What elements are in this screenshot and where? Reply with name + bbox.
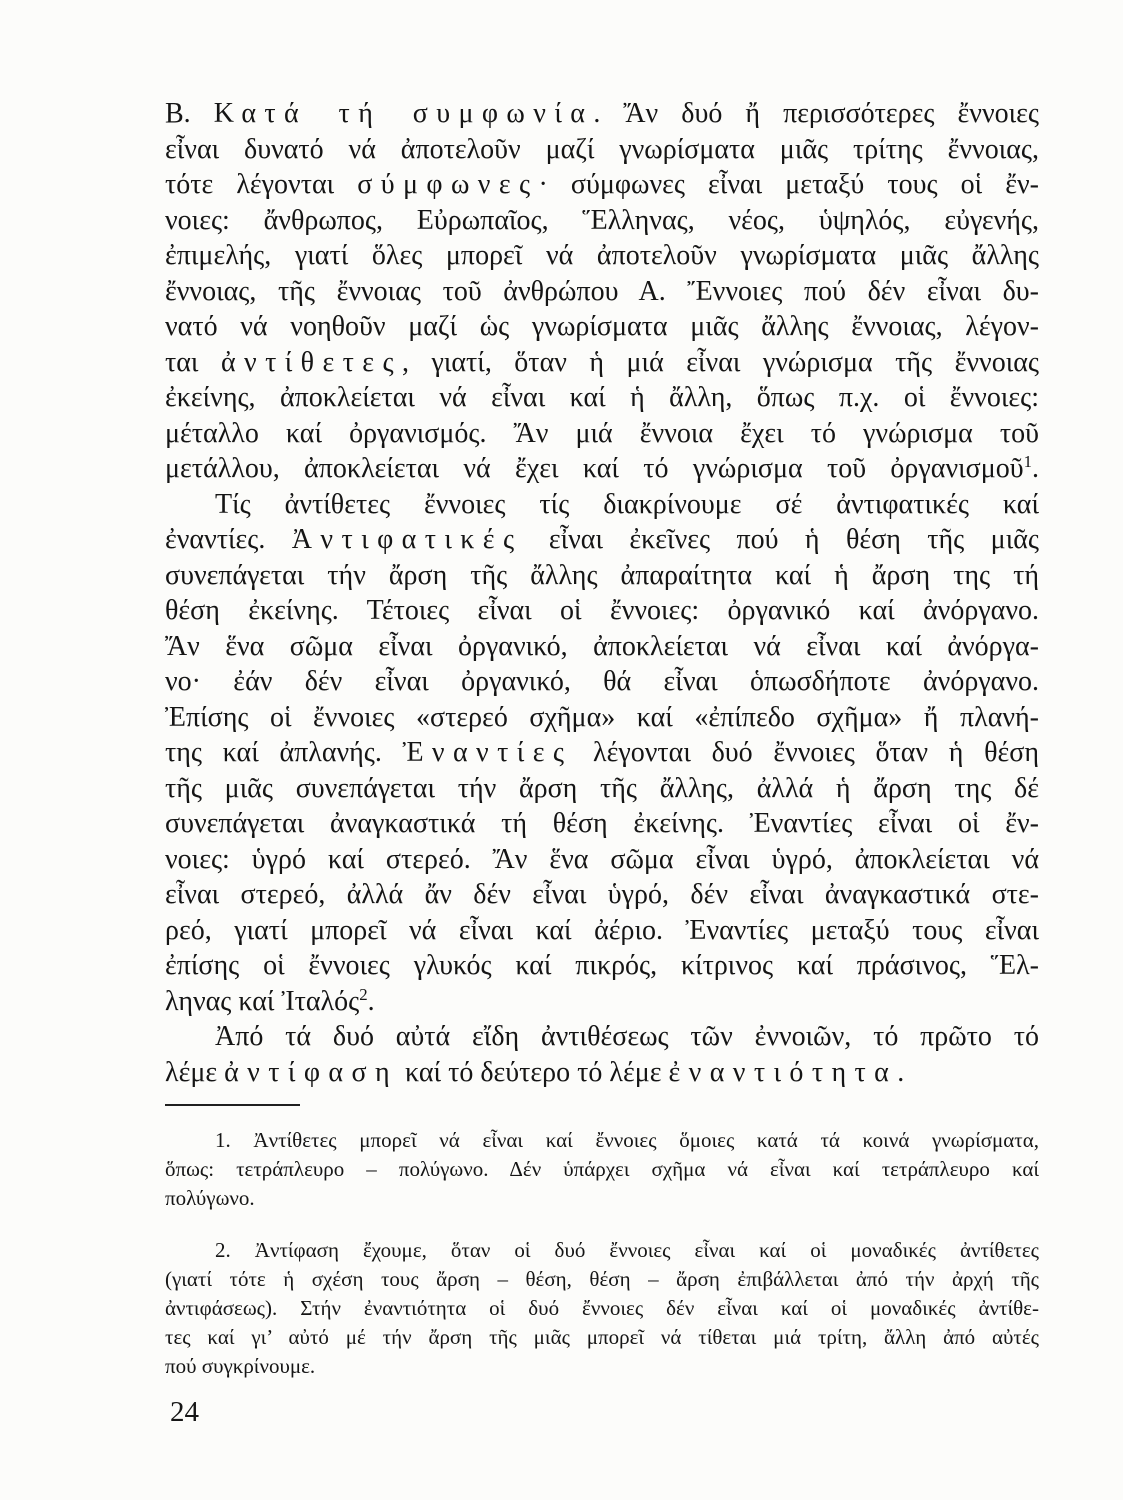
body-line: [165, 1055, 1039, 1091]
text-segment: .: [897, 1056, 905, 1088]
body-line: νο· ἐάν δέν εἶναι ὀργανικό, θά εἶναι ὁπωσδήποτε ἀνόργανο.: [165, 666, 1039, 697]
main-text: [165, 96, 1039, 1090]
body-line: μέταλλο καί ὀργανισμός. Ἄν μιά ἔννοια ἔχει τό γνώρισμα τοῦ: [165, 417, 1039, 449]
body-line: [165, 735, 1039, 771]
text-segment: τότε λέγονται: [165, 169, 358, 200]
body-line: ρεό, γιατί μπορεῖ νά εἶναι καί ἀέριο. Ἐναντίες μεταξύ τους εἶναι: [165, 914, 1039, 946]
body-line: [165, 345, 1039, 381]
footnote-line: ἀντιφάσεως). Στήν ἐναντιότητα οἱ δυό ἔννοιες δέν εἶναι καί οἱ μοναδικές ἀντίθε-: [165, 1296, 1039, 1320]
spaced-emphasis: σύμφωνες: [357, 169, 539, 200]
body-line: [165, 984, 1039, 1020]
body-line: τῆς μιᾶς συνεπάγεται τήν ἄρση τῆς ἄλλης, ἀλλά ἡ ἄρση της δέ: [165, 772, 1039, 804]
footnote-line: (γιατί τότε ἡ σχέση τους ἄρση – θέση, θέση – ἄρση ἐπιβάλλεται ἀπό τήν ἀρχή τῆς: [165, 1267, 1039, 1291]
body-line: [165, 522, 1039, 558]
spaced-emphasis: Ἐναντίες: [402, 737, 573, 768]
footnote-line: 1. Ἀντίθετες μπορεῖ νά εἶναι καί ἔννοιες ὅμοιες κατά τά κοινά γνωρίσματα,: [215, 1128, 1039, 1152]
text-segment: λέμε: [165, 1056, 225, 1088]
body-line: νατό νά νοηθοῦν μαζί ὡς γνωρίσματα μιᾶς ἄλλης ἔννοιας, λέγον-: [165, 311, 1039, 342]
footnote-line: τες καί γι’ αὐτό μέ τήν ἄρση τῆς μιᾶς μπορεῖ νά τίθεται μιά τρίτη, ἄλλη ἀπό αὐτές: [165, 1325, 1039, 1349]
text-segment: εἶναι ἐκεῖνες πού ἡ θέση τῆς μιᾶς: [522, 524, 1039, 555]
footnote-line: πού συγκρίνουμε.: [165, 1354, 316, 1378]
footnote-line: 2. Ἀντίφαση ἔχουμε, ὅταν οἱ δυό ἔννοιες εἶναι καί οἱ μοναδικές ἀντίθετες: [215, 1238, 1039, 1262]
body-line: νοιες: ὑγρό καί στερεό. Ἄν ἕνα σῶμα εἶναι ὑγρό, ἀποκλείεται νά: [165, 843, 1039, 875]
text-segment: · σύμφωνες εἶναι μεταξύ τους οἱ ἔν-: [538, 169, 1039, 200]
footnote-separator: [165, 1104, 300, 1106]
body-line: ἐκείνης, ἀποκλείεται νά εἶναι καί ἡ ἄλλη, ὅπως π.χ. οἱ ἔννοιες:: [165, 382, 1039, 413]
body-line: [165, 96, 1039, 132]
text-segment: καί τό δεύτερο τό λέμε: [398, 1056, 669, 1088]
body-line: νοιες: ἄνθρωπος, Εὐρωπαῖος, Ἕλληνας, νέος, ὑψηλός, εὐγενής,: [165, 204, 1039, 236]
footnote-ref: 1: [1023, 451, 1032, 471]
body-line: Ἄν ἕνα σῶμα εἶναι ὀργανικό, ἀποκλείεται νά εἶναι καί ἀνόργα-: [165, 630, 1039, 662]
body-line: εἶναι δυνατό νά ἀποτελοῦν μαζί γνωρίσματα μιᾶς τρίτης ἔννοιας,: [165, 133, 1039, 165]
text-segment: Β.: [165, 98, 214, 129]
body-line: [165, 167, 1039, 203]
footnote-2: [165, 1236, 1039, 1381]
spaced-emphasis: ἀντίθετες: [220, 346, 402, 378]
spaced-emphasis: Ἀντιφατικές: [291, 524, 523, 555]
spaced-emphasis: Κατά τή συμφωνία: [213, 98, 594, 129]
body-line: ἐπιμελής, γιατί ὅλες μπορεῖ νά ἀποτελοῦν γνωρίσματα μιᾶς ἄλλης: [165, 240, 1039, 271]
text-segment: , γιατί, ὅταν ἡ μιά εἶναι γνώρισμα τῆς ἔννοιας: [401, 346, 1039, 378]
body-line: εἶναι στερεό, ἀλλά ἄν δέν εἶναι ὑγρό, δέν εἶναι ἀναγκαστικά στε-: [165, 879, 1039, 910]
body-line: Ἀπό τά δυό αὐτά εἴδη ἀντιθέσεως τῶν ἐννοιῶν, τό πρῶτο τό: [215, 1021, 1039, 1052]
text-segment: .: [367, 985, 375, 1017]
footnote-line: ὅπως: τετράπλευρο – πολύγωνο. Δέν ὑπάρχει σχῆμα νά εἶναι καί τετράπλευρο καί: [165, 1157, 1039, 1181]
text-segment: μετάλλου, ἀποκλείεται νά ἔχει καί τό γνώρισμα τοῦ ὀργανισμοῦ: [165, 453, 1024, 484]
text-segment: . Ἄν δυό ἤ περισσότερες ἔννοιες: [593, 98, 1039, 129]
text-segment: λέγονται δυό ἔννοιες ὅταν ἡ θέση: [572, 737, 1039, 768]
text-segment: ται: [165, 346, 221, 378]
body-line: [165, 451, 1039, 487]
footnote-ref: 2: [359, 984, 368, 1004]
footnote-line: πολύγωνο.: [165, 1186, 255, 1210]
text-segment: της καί ἀπλανής.: [165, 737, 403, 768]
body-line: ἐπίσης οἱ ἔννοιες γλυκός καί πικρός, κίτρινος καί πράσινος, Ἕλ-: [165, 950, 1039, 981]
spaced-emphasis: ἐναντιότητα: [668, 1056, 898, 1088]
spaced-emphasis: ἀντίφαση: [224, 1056, 398, 1088]
page-number: 24: [170, 1396, 199, 1428]
text-segment: ἐναντίες.: [165, 524, 292, 555]
body-line: ἔννοιας, τῆς ἔννοιας τοῦ ἀνθρώπου Α. Ἔννοιες πού δέν εἶναι δυ-: [165, 275, 1039, 307]
body-line: συνεπάγεται τήν ἄρση τῆς ἄλλης ἀπαραίτητα καί ἡ ἄρση της τή: [165, 559, 1039, 591]
body-line: συνεπάγεται ἀναγκαστικά τή θέση ἐκείνης. Ἐναντίες εἶναι οἱ ἔν-: [165, 808, 1039, 839]
body-line: Ἐπίσης οἱ ἔννοιες «στερεό σχῆμα» καί «ἐπίπεδο σχῆμα» ἤ πλανή-: [165, 701, 1039, 733]
text-segment: ληνας καί Ἰταλός: [165, 985, 360, 1017]
footnote-1: [165, 1126, 1039, 1213]
body-line: θέση ἐκείνης. Τέτοιες εἶναι οἱ ἔννοιες: ὀργανικό καί ἀνόργανο.: [165, 595, 1039, 626]
text-segment: .: [1032, 453, 1039, 484]
body-line: Τίς ἀντίθετες ἔννοιες τίς διακρίνουμε σέ ἀντιφατικές καί: [215, 488, 1039, 520]
